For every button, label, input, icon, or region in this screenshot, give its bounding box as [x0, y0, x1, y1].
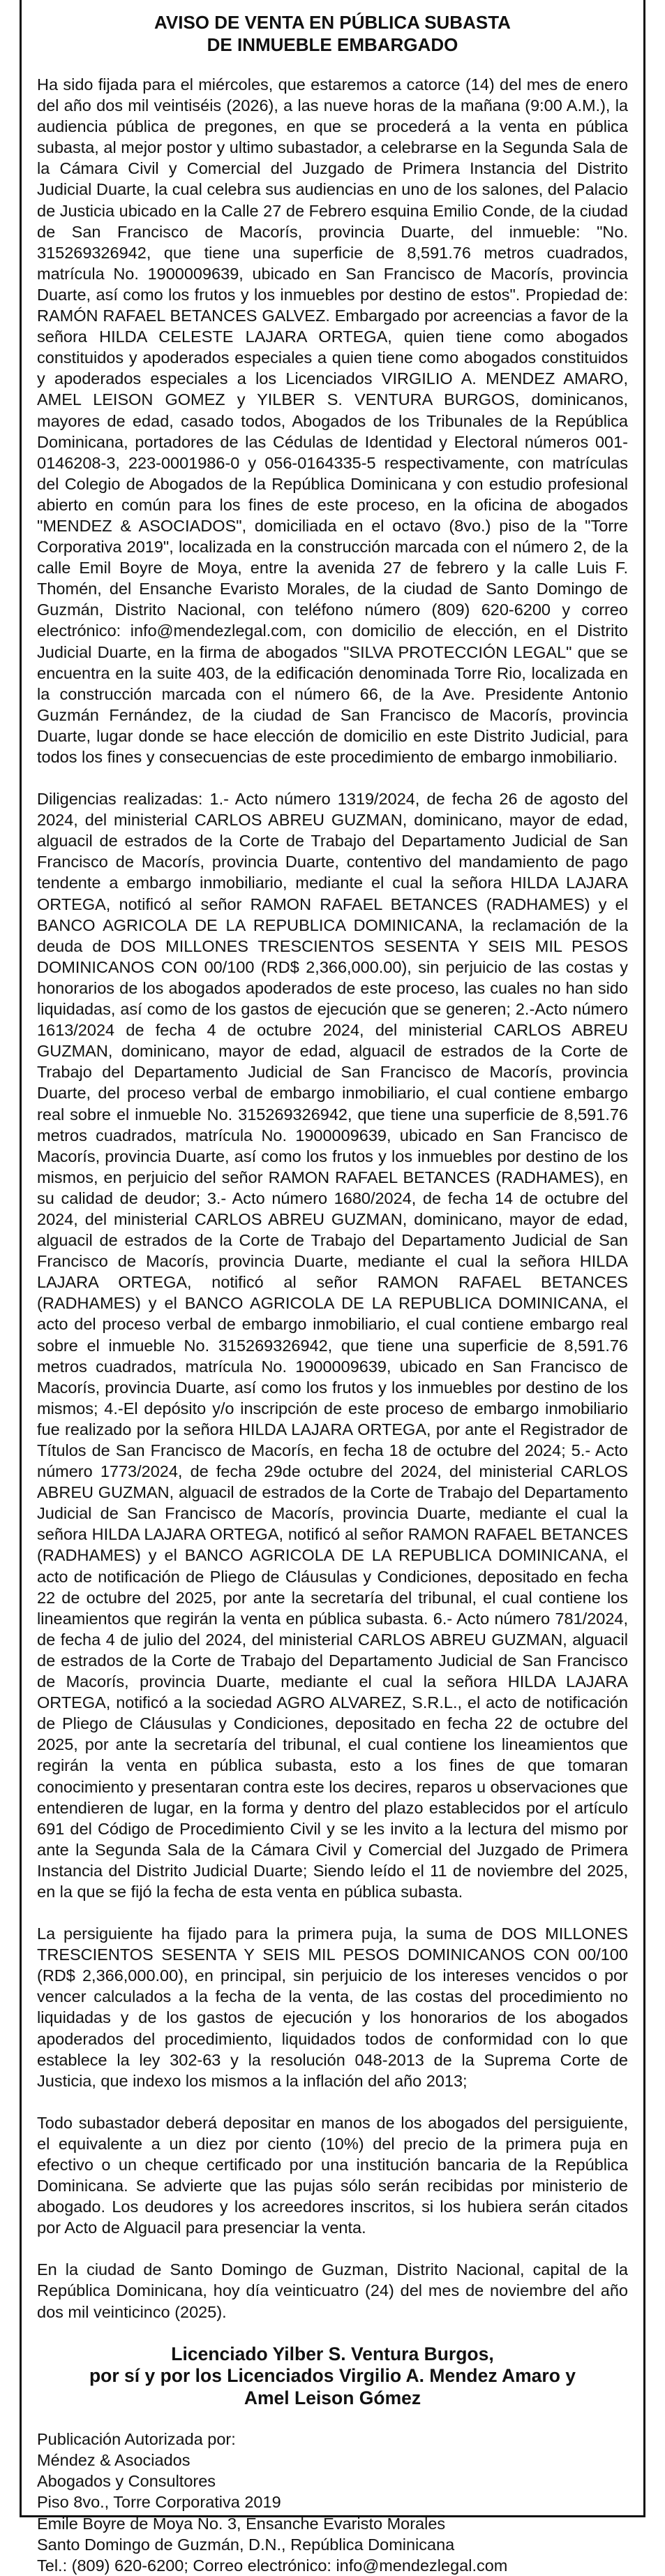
legal-notice [20, 0, 645, 2575]
footer-line-1: Publicación Autorizada por: [37, 2430, 236, 2449]
notice-title-line-2: DE INMUEBLE EMBARGADO [207, 34, 458, 55]
place-date-paragraph: En la ciudad de Santo Domingo de Guzman, Distrito Nacional, capital de la República Dominicana, hoy día veinticuatro (24) del mes de noviembre del año dos mil veinticinco (2025). [37, 2260, 628, 2321]
signature-block [37, 2343, 628, 2410]
signature-line-1: Licenciado Yilber S. Ventura Burgos, [171, 2343, 494, 2364]
notice-title-line-1: AVISO DE VENTA EN PÚBLICA SUBASTA [154, 12, 511, 33]
footer-line-4: Piso 8vo., Torre Corporativa 2019 [37, 2493, 281, 2512]
footer-line-3: Abogados y Consultores [37, 2472, 216, 2491]
footer-line-7: Tel.: (809) 620-6200; Correo electrónico: info@mendezlegal.com [37, 2556, 508, 2575]
footer-line-2: Méndez & Asociados [37, 2451, 190, 2470]
footer-line-6: Santo Domingo de Guzmán, D.N., República Dominicana [37, 2535, 455, 2554]
signature-line-2: por sí y por los Licenciados Virgilio A. Mendez Amaro y [89, 2365, 576, 2387]
signature-line-3: Amel Leison Gómez [244, 2387, 421, 2408]
notice-title [37, 11, 628, 56]
auction-announcement-paragraph: Ha sido fijada para el miércoles, que estaremos a catorce (14) del mes de enero del año dos mil veintiséis (2026), a las nueve horas de la mañana (9:00 A.M.), la audiencia pública de pregones, en que se procederá a la venta en pública subasta, al mejor postor y ultimo subastador, a celebrarse en la Segunda Sala de la Cámara Civil y Comercial del Juzgado de Primera Instancia del Distrito Judicial Duarte, la cual celebra sus audiencias en uno de los salones, del Palacio de Justicia ubicado en la Calle 27 de Febrero esquina Emilio Conde, de la ciudad de San Francisco de Macorís, provincia Duarte, del inmueble: "No. 315269326942, que tiene una superficie de 8,591.76 metros cuadrados, matrícula No. 1900009639, ubicado en San Francisco de Macorís, provincia Duarte, así como los frutos y los inmuebles por destino de estos". Propiedad de: RAMÓN RAFAEL BETANCES GALVEZ. Embargado por acreencias a favor de la señora HILDA CELESTE LAJARA ORTEGA, quien tiene como abogados constituidos y apoderados especiales a quien tiene como abogados constituidos y apoderados especiales a los Licenciados VIRGILIO A. MENDEZ AMARO, AMEL LEISON GOMEZ y YILBER S. VENTURA BURGOS, dominicanos, mayores de edad, casado todos, Abogados de los Tribunales de la República Dominicana, portadores de las Cédulas de Identidad y Electoral números 001-0146208-3, 223-0001986-0 y 056-0164335-5 respectivamente, con matrículas del Colegio de Abogados de la República Dominicana y con estudio profesional abierto en común para los fines de este proceso, en la oficina de abogados "MENDEZ & ASOCIADOS", domiciliada en el octavo (8vo.) piso de la "Torre Corporativa 2019", localizada en la construcción marcada con el número 2, de la calle Emil Boyre de Moya, entre la avenida 27 de febrero y la calle Luis F. Thomén, del Ensanche Evaristo Morales, de la ciudad de Santo Domingo de Guzmán, Distrito Nacional, con teléfono número (809) 620-6200 y correo electrónico: info@mendezlegal.com, con domicilio de elección, en el Distrito Judicial Duarte, en la firma de abogados "SILVA PROTECCIÓN LEGAL" que se encuentra en la suite 403, de la edificación denominada Torre Rio, localizada en la construcción marcada con el número 66, de la Ave. Presidente Antonio Guzmán Fernández, de la ciudad de San Francisco de Macorís, provincia Duarte, lugar donde se hace elección de domicilio en este Distrito Judicial, para todos los fines y consecuencias de este procedimiento de embargo inmobiliario. [37, 75, 628, 766]
first-bid-paragraph: La persiguiente ha fijado para la primera puja, la suma de DOS MILLONES TRESCIENTOS SESENTA Y SEIS MIL PESOS DOMINICANOS CON 00/100 (RD$ 2,366,000.00), en principal, sin perjuicio de los intereses vencidos o por vencer calculados a la fecha de la venta, de las costas del procedimiento no liquidadas y de los gastos de ejecución y los honorarios de los abogados apoderados del procedimiento, liquidados todos de conformidad con lo que establece la ley 302-63 y la resolución 048-2013 de la Suprema Corte de Justicia, que indexo los mismos a la inflación del año 2013; [37, 1924, 628, 2090]
footer-line-5: Emile Boyre de Moya No. 3, Ensanche Evaristo Morales [37, 2514, 446, 2533]
publication-footer [37, 2429, 628, 2576]
proceedings-paragraph: Diligencias realizadas: 1.- Acto número 1319/2024, de fecha 26 de agosto del 2024, del ministerial CARLOS ABREU GUZMAN, dominicano, mayor de edad, alguacil de estrados de la Corte de Trabajo del Departamento Judicial de San Francisco de Macorís, provincia Duarte, contentivo del mandamiento de pago tendente a embargo inmobiliario, mediante el cual la señora HILDA LAJARA ORTEGA, notificó al señor RAMON RAFAEL BETANCES (RADHAMES) y el BANCO AGRICOLA DE LA REPUBLICA DOMINICANA, la reclamación de la deuda de DOS MILLONES TRESCIENTOS SESENTA Y SEIS MIL PESOS DOMINICANOS CON 00/100 (RD$ 2,366,000.00), sin perjuicio de las costas y honorarios de los abogados apoderados de este proceso, las cuales no han sido liquidadas, así como de los gastos de ejecución que se generen; 2.-Acto número 1613/2024 de fecha 4 de octubre 2024, del ministerial CARLOS ABREU GUZMAN, dominicano, mayor de edad, alguacil de estrados de la Corte de Trabajo del Departamento Judicial de San Francisco de Macorís, provincia Duarte, del proceso verbal de embargo inmobiliario, el cual contiene embargo real sobre el inmueble No. 315269326942, que tiene una superficie de 8,591.76 metros cuadrados, matrícula No. 1900009639, ubicado en San Francisco de Macorís, provincia Duarte, así como los frutos y los inmuebles por destino de los mismos, en perjuicio del señor RAMON RAFAEL BETANCES (RADHAMES), en su calidad de deudor; 3.- Acto número 1680/2024, de fecha 14 de octubre del 2024, del ministerial CARLOS ABREU GUZMAN, dominicano, mayor de edad, alguacil de estrados de la Corte de Trabajo del Departamento Judicial de San Francisco de Macorís, provincia Duarte, mediante el cual la señora HILDA LAJARA ORTEGA, notificó al señor RAMON RAFAEL BETANCES (RADHAMES) y el BANCO AGRICOLA DE LA REPUBLICA DOMINICANA, el acto del proceso verbal de embargo inmobiliario, el cual contiene embargo real sobre el inmueble No. 315269326942, que tiene una superficie de 8,591.76 metros cuadrados, matrícula No. 1900009639, ubicado en San Francisco de Macorís, provincia Duarte, así como los frutos y los inmuebles por destino de los mismos; 4.-El depósito y/o inscripción de este proceso de embargo inmobiliario fue realizado por la señora HILDA LAJARA ORTEGA, por ante el Registrador de Títulos de San Francisco de Macorís, en fecha 18 de octubre del 2024; 5.- Acto número 1773/2024, de fecha 29de octubre del 2024, del ministerial CARLOS ABREU GUZMAN, alguacil de estrados de la Corte de Trabajo del Departamento Judicial de San Francisco de Macorís, provincia Duarte, mediante el cual la señora HILDA LAJARA ORTEGA, notificó al señor RAMON RAFAEL BETANCES (RADHAMES) y el BANCO AGRICOLA DE LA REPUBLICA DOMINICANA, el acto de notificación de Pliego de Cláusulas y Condiciones, depositado en fecha 22 de octubre del 2025, por ante la secretaría del tribunal, el cual contiene los lineamientos que regirán la venta en pública subasta. 6.- Acto número 781/2024, de fecha 4 de julio del 2024, del ministerial CARLOS ABREU GUZMAN, alguacil de estrados de la Corte de Trabajo del Departamento Judicial de San Francisco de Macorís, provincia Duarte, mediante el cual la señora HILDA LAJARA ORTEGA, notificó a la sociedad AGRO ALVAREZ, S.R.L., el acto de notificación de Pliego de Cláusulas y Condiciones, depositado en fecha 22 de octubre del 2025, por ante la secretaría del tribunal, el cual contiene los lineamientos que regirán la venta en pública subasta, esto a los fines de que tomaran conocimiento y presentaran contra este los decires, reparos u observaciones que entendieren de lugar, en la forma y dentro del plazo establecidos por el artículo 691 del Código de Procedimiento Civil y se les invito a la lectura del mismo por ante la Segunda Sala de la Cámara Civil y Comercial del Juzgado de Primera Instancia del Distrito Judicial Duarte; Siendo leído el 11 de noviembre del 2025, en la que se fijó la fecha de esta venta en pública subasta. [37, 790, 628, 1901]
deposit-requirements-paragraph: Todo subastador deberá depositar en manos de los abogados del persiguiente, el equivalente a un diez por ciento (10%) del precio de la primera puja en efectivo o un cheque certificado por una institución bancaria de la República Dominicana. Se advierte que las pujas sólo serán recibidas por ministerio de abogado. Los deudores y los acreedores inscritos, si los hubiera serán citados por Acto de Alguacil para presenciar la venta. [37, 2113, 628, 2237]
